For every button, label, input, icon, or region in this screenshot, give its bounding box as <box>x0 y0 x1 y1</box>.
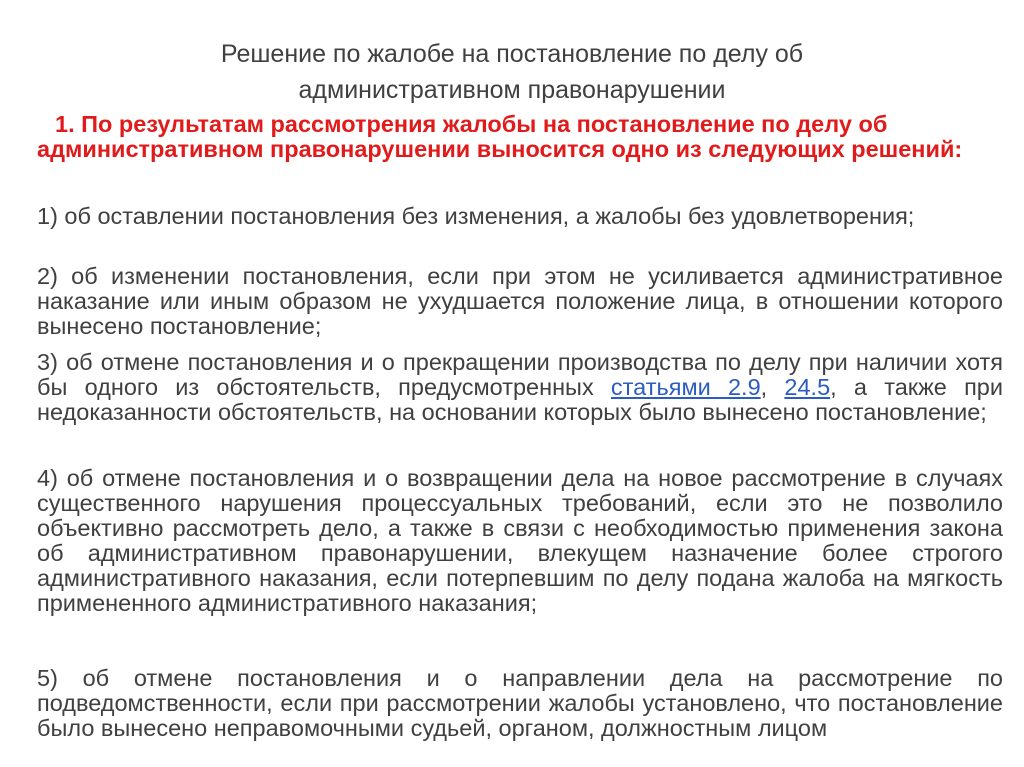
slide-title <box>40 36 984 108</box>
list-item-2: 2) об изменении постановления, если при этом не усиливается административное наказание или иным образом не ухудшается положение лица, в отношении которого вынесено постановление; <box>37 263 1003 339</box>
slide-title-line2: административном правонарушении <box>298 76 726 104</box>
list-item-5: 5) об отмене постановления и о направлении дела на рассмотрение по подведомственности, если при рассмотрении жалобы установлено, что постановление было вынесено неправомочными судьей, органом, должностным лицом <box>37 665 1003 741</box>
list-item-3-text-a: 3) об отмене постановления и о прекращении производства по делу при наличии хотя бы одного из обстоятельств, предусмотренных <box>37 349 1003 400</box>
section-heading <box>37 112 1007 162</box>
list-item-3-sep: , <box>760 374 785 400</box>
link-article-24-5[interactable]: 24.5 <box>784 374 831 400</box>
section-heading-text: 1. По результатам рассмотрения жалобы на постановление по делу об административном правонарушении выносится одно из следующих решений: <box>37 111 963 162</box>
list-item-3-text-b: , а также при недоказанности обстоятельств, на основании которых было вынесено постановление; <box>37 374 1004 425</box>
list-item-3 <box>37 350 1003 425</box>
list-item-1: 1) об оставлении постановления без изменения, а жалобы без удовлетворения; <box>37 203 915 229</box>
list-item-4: 4) об отмене постановления и о возвращении дела на новое рассмотрение в случаях существенного нарушения процессуальных требований, если это не позволило объективно рассмотреть дело, а также в связи с необходимостью применения закона об административном правонарушении, влекущем назначение более строгого административного наказания, если потерпевшим по делу подана жалоба на мягкость примененного административного наказания; <box>37 465 1003 616</box>
link-article-2-9[interactable]: статьями 2.9 <box>610 374 761 400</box>
slide-title-line1: Решение по жалобе на постановление по делу об <box>220 40 804 68</box>
